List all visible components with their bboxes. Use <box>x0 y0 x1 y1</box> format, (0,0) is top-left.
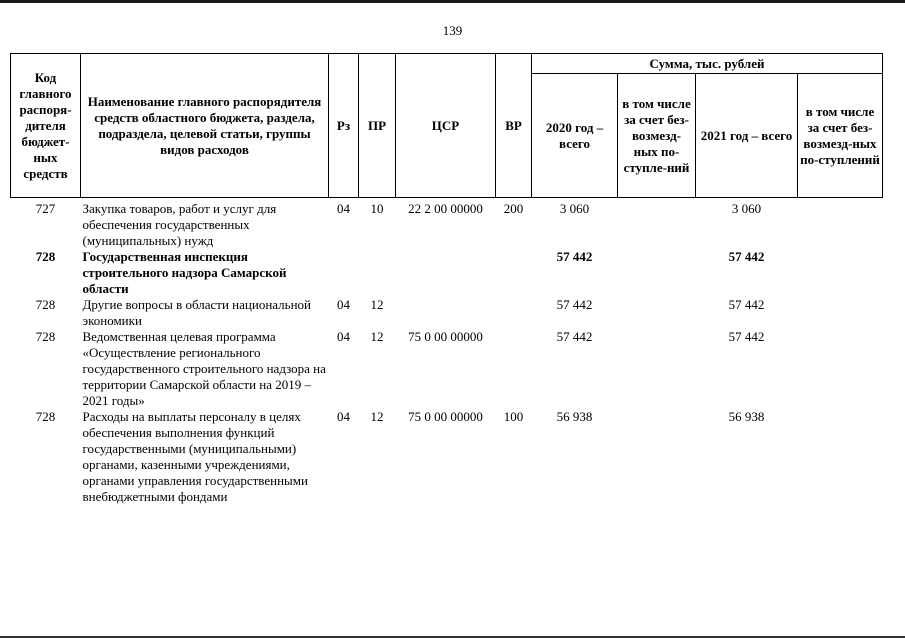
cell-2021-free <box>798 198 883 250</box>
cell-2021-free <box>798 297 883 329</box>
cell-code: 728 <box>35 249 56 264</box>
cell-rz: 04 <box>337 409 350 424</box>
cell-vr <box>496 329 532 409</box>
cell-rz: 04 <box>337 201 350 216</box>
cell-code: 728 <box>35 409 56 424</box>
cell-code: 728 <box>35 329 56 344</box>
cell-2020-total: 57 442 <box>556 329 593 344</box>
table-row <box>11 297 883 329</box>
cell-code: 727 <box>35 201 56 216</box>
cell-2020-total: 56 938 <box>556 409 593 424</box>
cell-2020-free <box>618 198 696 250</box>
header-code: Код главного распоря-дителя бюджет-ных средств <box>11 54 81 198</box>
page-number: 139 <box>442 23 463 38</box>
header-name: Наименование главного распорядителя средств областного бюджета, раздела, подраздела, целевой статьи, группы видов расходов <box>81 54 329 198</box>
cell-vr: 100 <box>503 409 524 424</box>
cell-2020-total: 3 060 <box>559 201 590 216</box>
cell-name: Расходы на выплаты персоналу в целях обеспечения выполнения функций государственными (муниципальными) органами, казенными учреждениями, органами управления государственными внебюджетными фондами <box>82 409 308 504</box>
cell-vr <box>496 249 532 297</box>
cell-2020-free <box>618 409 696 505</box>
cell-2021-total: 3 060 <box>731 201 762 216</box>
header-csr: ЦСР <box>396 54 496 198</box>
header-2020-total: 2020 год – всего <box>532 74 618 198</box>
cell-pr: 12 <box>370 409 384 424</box>
cell-pr: 12 <box>370 297 384 312</box>
cell-csr: 75 0 00 00000 <box>408 409 483 424</box>
cell-2021-total: 56 938 <box>728 409 765 424</box>
cell-name: Другие вопросы в области национальной экономики <box>82 297 311 328</box>
cell-2021-free <box>798 329 883 409</box>
cell-name: Ведомственная целевая программа «Осуществление регионального государственного строительного надзора на территории Самарской области на 2019 – 2021 годы» <box>82 329 326 408</box>
cell-rz: 04 <box>337 329 350 344</box>
cell-name: Государственная инспекция строительного надзора Самарской области <box>82 249 287 296</box>
cell-2021-total: 57 442 <box>728 249 765 264</box>
cell-csr <box>396 297 496 329</box>
header-rz: Рз <box>329 54 359 198</box>
table-row <box>11 329 883 409</box>
cell-name: Закупка товаров, работ и услуг для обеспечения государственных (муниципальных) нужд <box>82 201 277 248</box>
table-row <box>11 198 883 250</box>
cell-vr: 200 <box>503 201 524 216</box>
cell-vr <box>496 297 532 329</box>
cell-2021-total: 57 442 <box>728 329 765 344</box>
header-2020-free: в том числе за счет без-возмезд-ных по-ступле-ний <box>618 74 696 198</box>
cell-code: 728 <box>35 297 56 312</box>
cell-csr: 75 0 00 00000 <box>408 329 483 344</box>
cell-pr: 10 <box>370 201 384 216</box>
cell-2020-free <box>618 249 696 297</box>
header-2021-free: в том числе за счет без-возмезд-ных по-ступлений <box>798 74 883 198</box>
cell-2020-total: 57 442 <box>556 297 593 312</box>
cell-csr <box>396 249 496 297</box>
table-body <box>11 198 883 506</box>
header-sum: Сумма, тыс. рублей <box>532 54 883 74</box>
cell-2020-free <box>618 297 696 329</box>
cell-pr <box>359 249 396 297</box>
cell-2020-total: 57 442 <box>556 249 593 264</box>
cell-2021-total: 57 442 <box>728 297 765 312</box>
cell-2021-free <box>798 249 883 297</box>
table-row <box>11 249 883 297</box>
top-rule <box>0 0 905 3</box>
cell-rz <box>329 249 359 297</box>
cell-csr: 22 2 00 00000 <box>408 201 483 216</box>
cell-rz: 04 <box>337 297 350 312</box>
budget-table <box>10 53 883 505</box>
table-header <box>11 54 883 198</box>
header-vr: ВР <box>496 54 532 198</box>
header-2021-total: 2021 год – всего <box>696 74 798 198</box>
header-pr: ПР <box>359 54 396 198</box>
cell-pr: 12 <box>370 329 384 344</box>
table-row <box>11 409 883 505</box>
cell-2021-free <box>798 409 883 505</box>
bottom-rule <box>0 636 905 638</box>
cell-2020-free <box>618 329 696 409</box>
